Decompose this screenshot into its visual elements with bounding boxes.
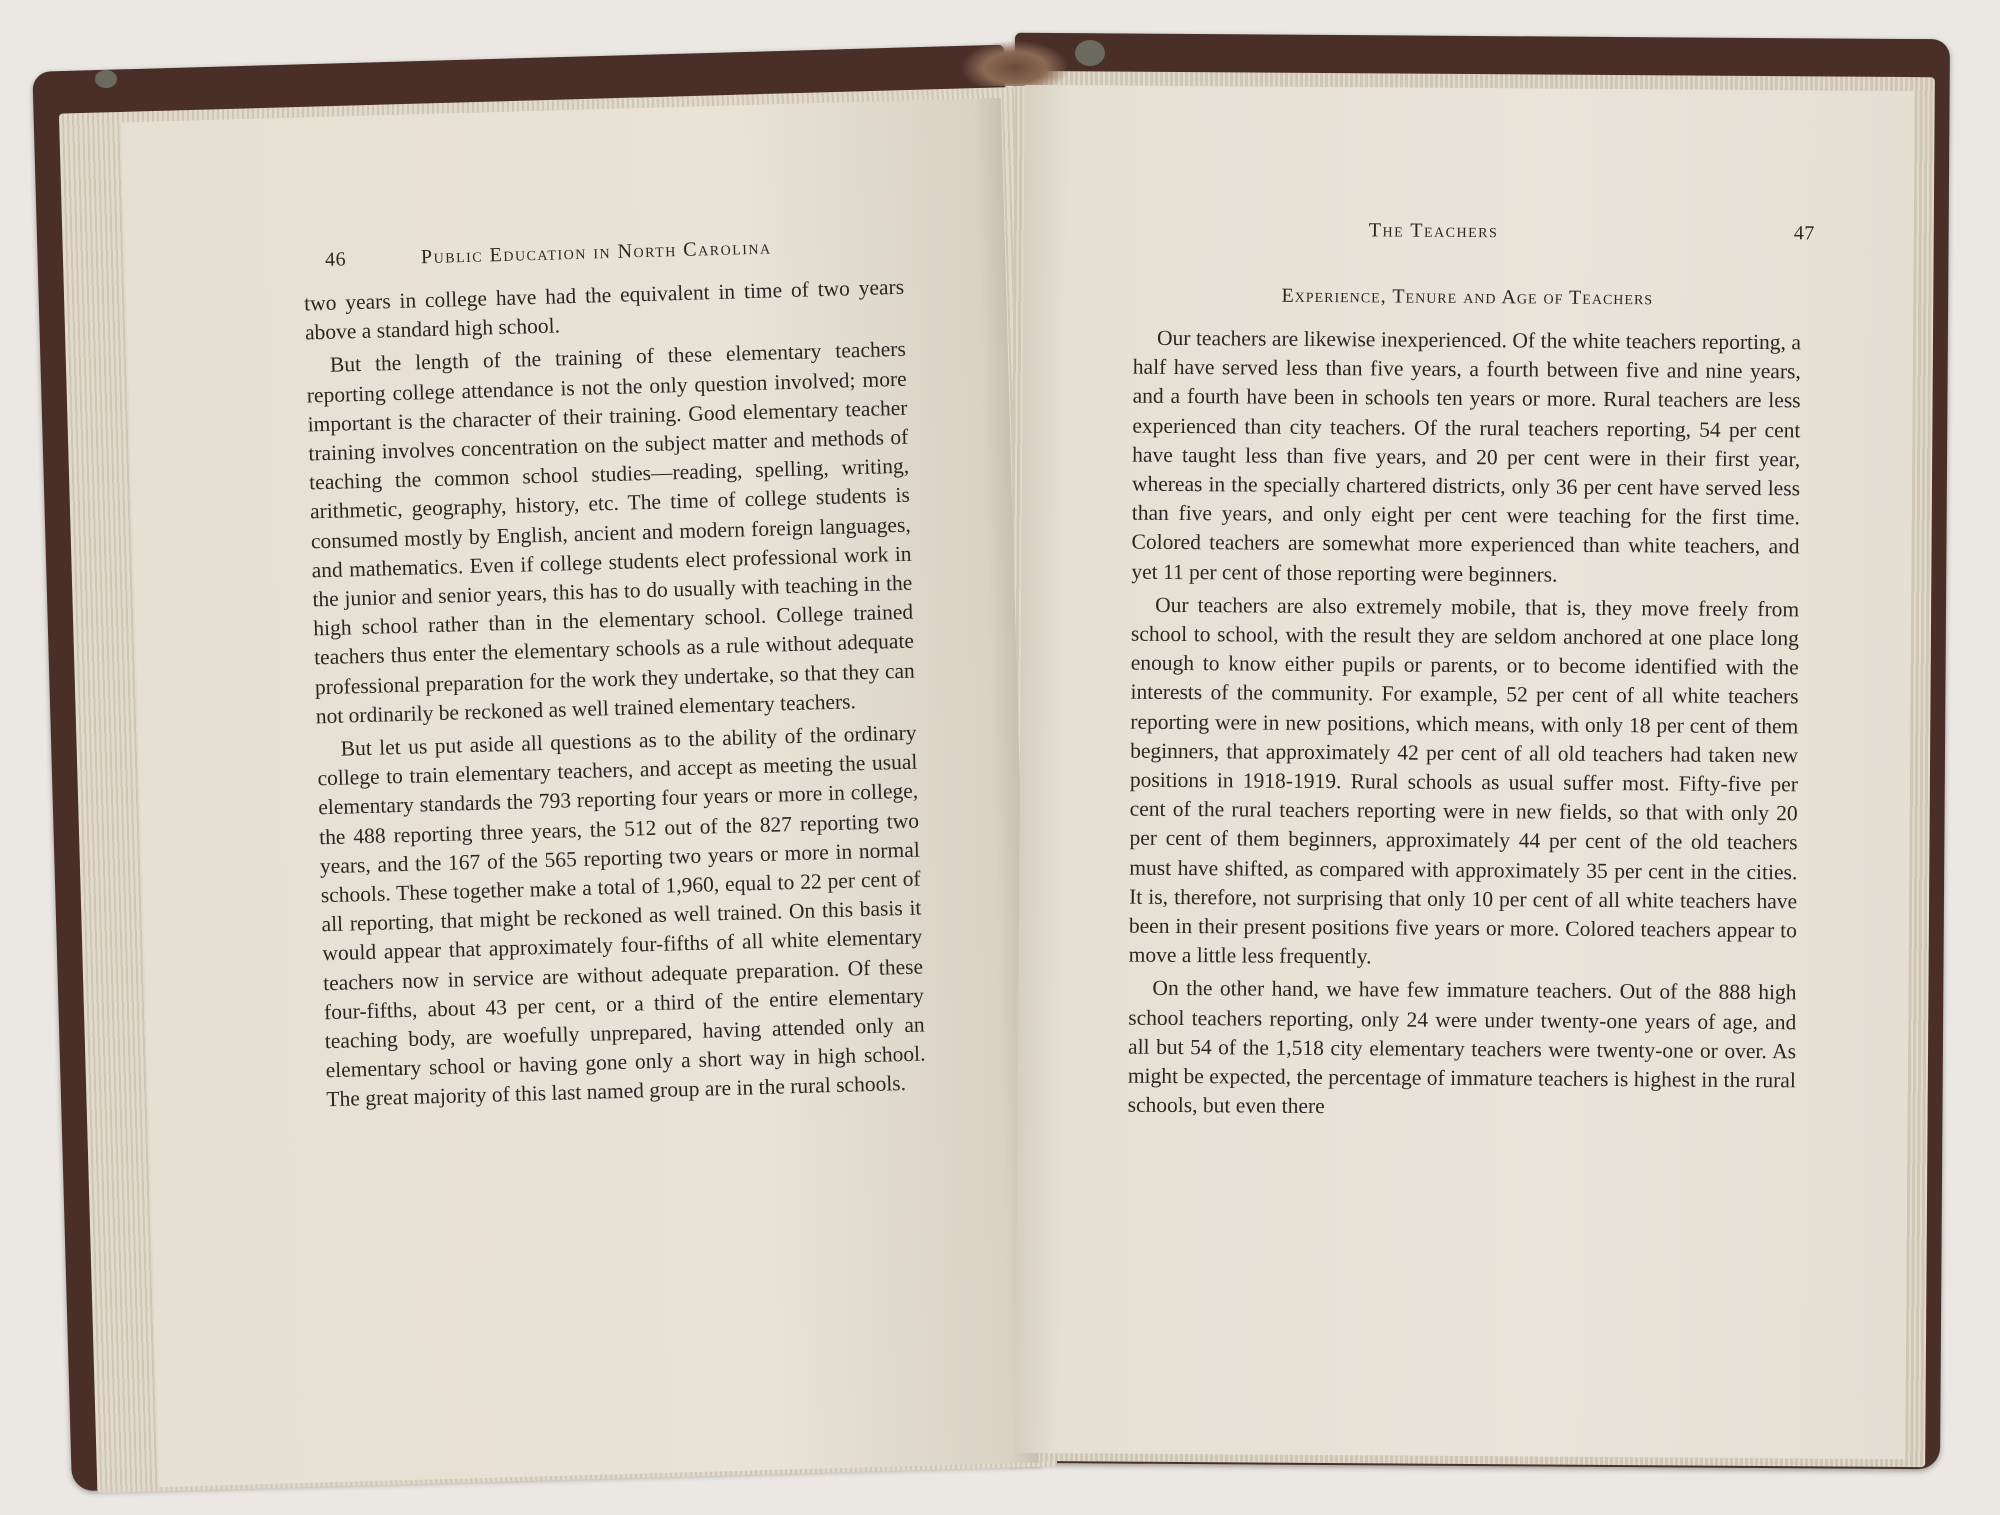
section-heading: Experience, Tenure and Age of Teachers [1281,284,1654,310]
body-text [304,273,927,1119]
paragraph: But let us put aside all questions as to the ability of the ordinary college to train elementary teachers, and accept as meeting the usual elementary standards the 793 reporting four years or more in college, the 488 reporting three years, the 512 out of the 827 reporting two years, and the 167 of the 565 reporting two years or more in normal schools. These together make a total of 1,960, equal to 22 per cent of all reporting, that might be reckoned as well trained. On this basis it would appear that approximately four-fifths of all white elementary teachers now in service are without adequate preparation. Of these four-fifths, about 43 per cent, or a third of the entire elementary teaching body, are woefully unprepared, having attended only an elementary school or having gone only a short way in high school. The great majority of this last named group are in the rural schools. [317,720,926,1112]
paragraph: On the other hand, we have few immature teachers. Out of the 888 high school teachers reporting, only 24 were under twenty-one years of age, and all but 54 of the 1,518 city elementary teachers were twenty-one or over. As might be expected, the percentage of immature teachers is highest in the rural schools, but even there [1127,976,1797,1119]
running-title: Public Education in North Carolina [420,236,772,269]
running-title: The Teachers [1368,219,1499,243]
page-number: 47 [1793,222,1815,245]
paragraph: Our teachers are likewise inexperienced. Of the white teachers reporting, a half have served less than five years, a fourth between five and nine years, and a fourth have been in schools ten years or more. Rural teachers are less experienced than city teachers. Of the rural teachers reporting, 54 per cent have taught less than five years, and 20 per cent were in their first year, whereas in the specially chartered districts, only 36 per cent have served less than five years, and only eight per cent were teaching for the first time. Colored teachers are somewhat more experienced than white teachers, and yet 11 per cent of those reporting were beginners. [1131,325,1802,587]
left-page [121,98,1039,1487]
corner-wear [95,70,117,88]
paragraph: two years in college have had the equivalent in time of two years above a standard high school. [303,274,905,345]
right-page [1015,85,1915,1459]
body-text [1128,324,1802,1129]
page-number: 46 [324,248,347,271]
paragraph: Our teachers are also extremely mobile, that is, they move freely from school to school, with the result they are seldom anchored at one place long enough to know either pupils or parents, or to become identified with the interests of the community. For example, 52 per cent of all white teachers reporting were in new positions, which means, with only 18 per cent of them beginners, that approximately 42 per cent of all old teachers had taken new positions in 1918-1919. Rural schools as usual suffer most. Fifty-five per cent of the rural teachers reporting were in new fields, so that with only 20 per cent of them beginners, approximately 44 per cent of the old teachers must have shifted, as compared with approximately 35 per cent in the cities. It is, therefore, not surprising that only 10 per cent of all white teachers have been in their present positions five years or more. Colored teachers appear to move a little less frequently. [1128,592,1800,969]
spine-headband [1075,40,1105,66]
torn-spine [960,40,1070,86]
paragraph: But the length of the training of these elementary teachers reporting college attendance is not the only question involved; more important is the character of their training. Good elementary teacher training involves concentration on the subject matter and methods of teaching the common school studies—reading, spelling, writing, arithmetic, geography, history, etc. The time of college students is consumed mostly by English, ancient and modern foreign languages, and mathematics. Even if college students elect professional work in the junior and senior years, this has to do usually with teaching in the high school rather than in the elementary school. College trained teachers thus enter the elementary schools as a rule without adequate professional preparation for the work they undertake, so that they can not ordinarily be reckoned as well trained elementary teachers. [306,337,916,729]
